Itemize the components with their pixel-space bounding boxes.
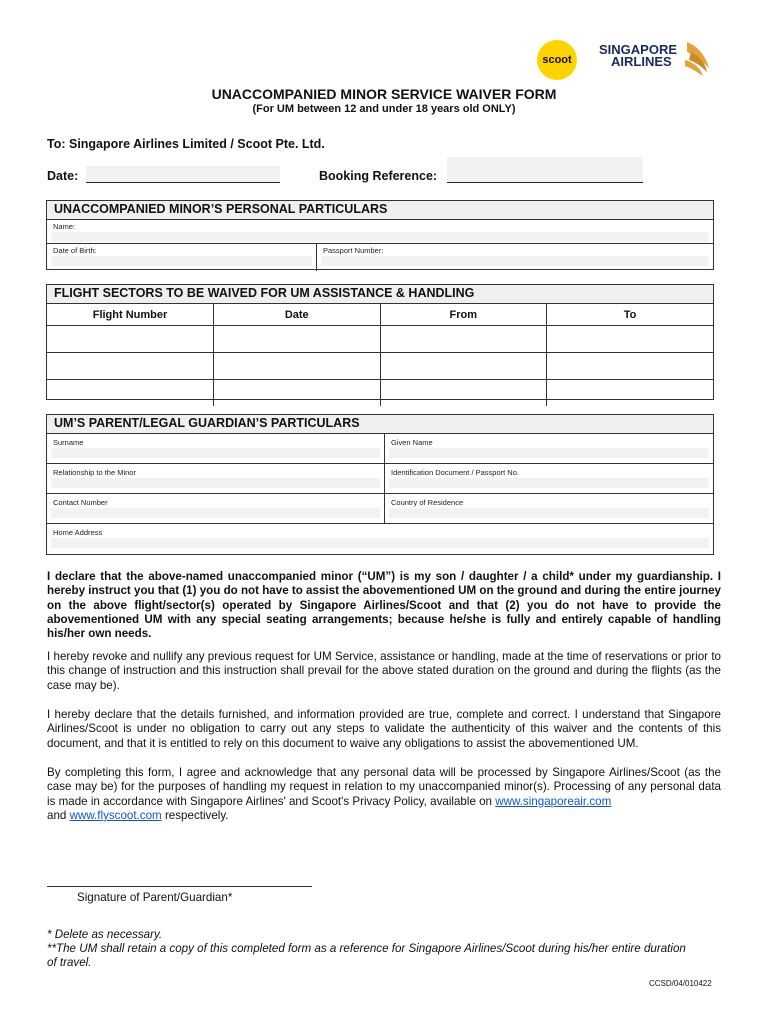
singapore-airlines-logo: SINGAPORE AIRLINES bbox=[599, 42, 678, 69]
date-field[interactable] bbox=[86, 166, 280, 183]
form-subtitle: (For UM between 12 and under 18 years old ONLY) bbox=[252, 103, 516, 115]
home-address-label: Home Address bbox=[53, 528, 103, 537]
contact-number-label: Contact Number bbox=[53, 498, 108, 507]
signature-line[interactable] bbox=[47, 886, 312, 887]
table-cell[interactable] bbox=[214, 353, 381, 380]
table-cell[interactable] bbox=[547, 380, 714, 407]
document-code: CCSD/04/010422 bbox=[649, 979, 712, 988]
column-header-date: Date bbox=[214, 304, 381, 326]
table-cell[interactable] bbox=[547, 353, 714, 380]
table-cell[interactable] bbox=[380, 326, 547, 353]
section-header: UM’S PARENT/LEGAL GUARDIAN’S PARTICULARS bbox=[47, 415, 713, 434]
given-name-label: Given Name bbox=[391, 438, 433, 447]
sia-bird-icon bbox=[683, 38, 715, 78]
guardian-particulars-section bbox=[46, 414, 714, 555]
booking-reference-label: Booking Reference: bbox=[319, 169, 438, 183]
scoot-logo: scoot bbox=[537, 40, 577, 80]
table-row bbox=[47, 353, 713, 380]
home-address-field[interactable] bbox=[51, 538, 709, 548]
section-header: UNACCOMPANIED MINOR’S PERSONAL PARTICULARS bbox=[47, 201, 713, 220]
table-cell[interactable] bbox=[380, 380, 547, 407]
signature-label: Signature of Parent/Guardian* bbox=[77, 891, 233, 904]
date-label: Date: bbox=[47, 169, 79, 183]
header-logos bbox=[537, 38, 717, 82]
footnote-retain-copy: **The UM shall retain a copy of this completed form as a reference for Singapore Airlines/Scoot during his/her entire duration of travel. bbox=[47, 942, 686, 970]
table-cell[interactable] bbox=[214, 326, 381, 353]
form-title: UNACCOMPANIED MINOR SERVICE WAIVER FORM bbox=[211, 86, 557, 102]
country-field[interactable] bbox=[389, 508, 709, 518]
relationship-label: Relationship to the Minor bbox=[53, 468, 136, 477]
column-header-from: From bbox=[380, 304, 547, 326]
declaration-paragraph-1: I declare that the above-named unaccompanied minor (“UM”) is my son / daughter / a child* under my guardianship. I hereby instruct you that (1) you do not have to assist the abovementioned UM on the ground and during the entire journey on the above flight/sector(s) operated by Singapore Airlines/Scoot and that (2) you do not have to provide the abovementioned UM with any special seating arrangements; because he/she is fully and entirely capable of handling his/her own needs. bbox=[47, 570, 721, 641]
column-header-to: To bbox=[547, 304, 714, 326]
recipient-line: To: Singapore Airlines Limited / Scoot Pte. Ltd. bbox=[47, 137, 325, 151]
table-cell[interactable] bbox=[380, 353, 547, 380]
contact-number-field[interactable] bbox=[51, 508, 380, 518]
surname-field[interactable] bbox=[51, 448, 380, 458]
singaporeair-link[interactable]: www.singaporeair.com bbox=[495, 794, 612, 808]
declaration-paragraph-3: I hereby declare that the details furnished, and information provided are true, complete and correct. I understand that Singapore Airlines/Scoot is under no obligation to carry out any steps to validate the authenticity of this waiver and the contents of this document, and that it is entitled to rely on this document to waive any obligations to assist the abovementioned UM. bbox=[47, 708, 721, 750]
dob-field[interactable] bbox=[51, 256, 312, 266]
passport-label: Passport Number: bbox=[323, 246, 384, 255]
name-label: Name: bbox=[53, 222, 76, 231]
section-header: FLIGHT SECTORS TO BE WAIVED FOR UM ASSISTANCE & HANDLING bbox=[47, 285, 713, 304]
table-cell[interactable] bbox=[547, 326, 714, 353]
table-cell[interactable] bbox=[214, 380, 381, 407]
given-name-field[interactable] bbox=[389, 448, 709, 458]
relationship-field[interactable] bbox=[51, 478, 380, 488]
declaration-paragraph-2: I hereby revoke and nullify any previous request for UM Service, assistance or handling, made at the time of reservations or prior to this change of instruction and this instruction shall prevail for the above stated duration on the ground and during the flights (as the case may be). bbox=[47, 650, 721, 692]
table-cell[interactable] bbox=[47, 326, 214, 353]
id-document-label: Identification Document / Passport No. bbox=[391, 468, 519, 477]
declaration-paragraph-4: By completing this form, I agree and acknowledge that any personal data will be processed by Singapore Airlines/Scoot (as the case may be) for the purposes of handling my request in relation to my unaccompanied minor(s). Processing of any personal data is made in accordance with Singapore Airlines' and Scoot's Privacy Policy, available on www.singaporeair.com and www.flyscoot.com respectively. bbox=[47, 766, 721, 822]
name-field[interactable] bbox=[51, 232, 709, 242]
table-cell[interactable] bbox=[47, 380, 214, 407]
table-cell[interactable] bbox=[47, 353, 214, 380]
country-label: Country of Residence bbox=[391, 498, 464, 507]
column-header-flight-number: Flight Number bbox=[47, 304, 214, 326]
flight-sectors-table bbox=[47, 304, 713, 406]
surname-label: Surname bbox=[53, 438, 84, 447]
flyscoot-link[interactable]: www.flyscoot.com bbox=[69, 808, 162, 822]
booking-reference-field[interactable] bbox=[447, 157, 643, 183]
passport-field[interactable] bbox=[321, 256, 709, 266]
table-row bbox=[47, 326, 713, 353]
personal-particulars-section bbox=[46, 200, 714, 270]
footnote-delete: * Delete as necessary. bbox=[47, 928, 163, 941]
table-row bbox=[47, 380, 713, 407]
id-document-field[interactable] bbox=[389, 478, 709, 488]
dob-label: Date of Birth: bbox=[53, 246, 97, 255]
flight-sectors-section bbox=[46, 284, 714, 400]
